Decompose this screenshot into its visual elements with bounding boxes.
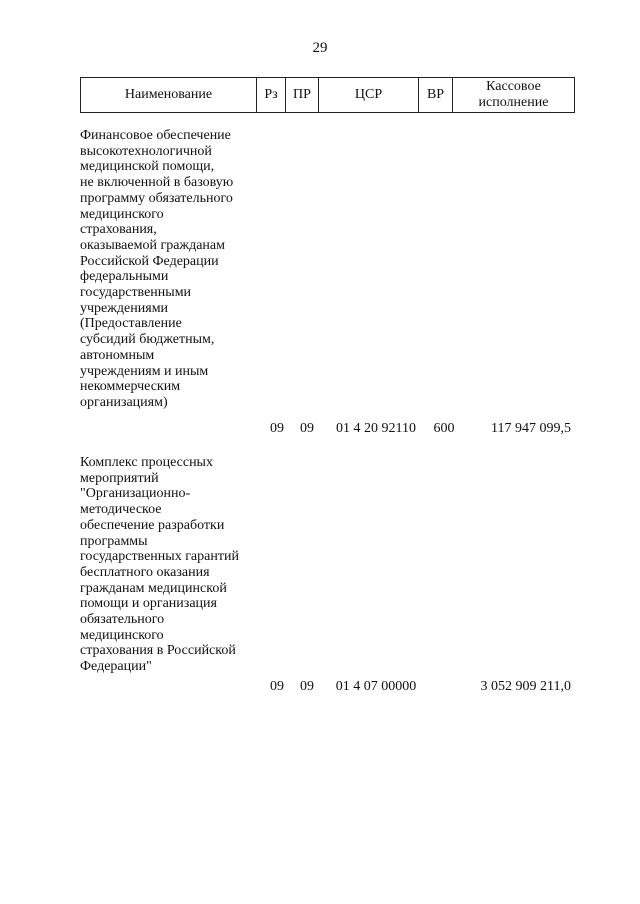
header-sum: Кассовое исполнение <box>453 78 575 113</box>
row-csr: 01 4 07 00000 <box>335 679 417 695</box>
table-header <box>80 77 575 113</box>
row-sum: 117 947 099,5 <box>491 421 571 437</box>
row-rz: 09 <box>270 679 284 695</box>
header-csr: ЦСР <box>319 78 419 113</box>
row-pr: 09 <box>300 421 314 437</box>
header-rz: Рз <box>257 78 286 113</box>
row-pr: 09 <box>300 679 314 695</box>
page-number: 29 <box>312 40 328 56</box>
table-row <box>80 128 574 437</box>
row-rz: 09 <box>270 421 284 437</box>
row-name: Комплекс процессных мероприятий "Организационно- методическое обеспечение разработки программы государственных гарантий бесплатного оказания гражданам медицинской помощи и организация обязательного медицинского страхования в Российской Федерации" <box>80 455 239 675</box>
row-csr: 01 4 20 92110 <box>336 421 416 437</box>
table-row <box>80 455 574 695</box>
header-vr: ВР <box>419 78 453 113</box>
header-pr: ПР <box>286 78 319 113</box>
row-name: Финансовое обеспечение высокотехнологичной медицинской помощи, не включенной в базовую программу обязательного медицинского страхования, оказываемой гражданам Российской Федерации федеральными государственными учреждениями (Предоставление субсидий бюджетным, автономным учреждениям и иным некоммерческим организациям) <box>80 128 234 410</box>
row-vr: 600 <box>433 421 455 437</box>
row-sum: 3 052 909 211,0 <box>480 679 571 695</box>
header-name: Наименование <box>81 78 257 113</box>
